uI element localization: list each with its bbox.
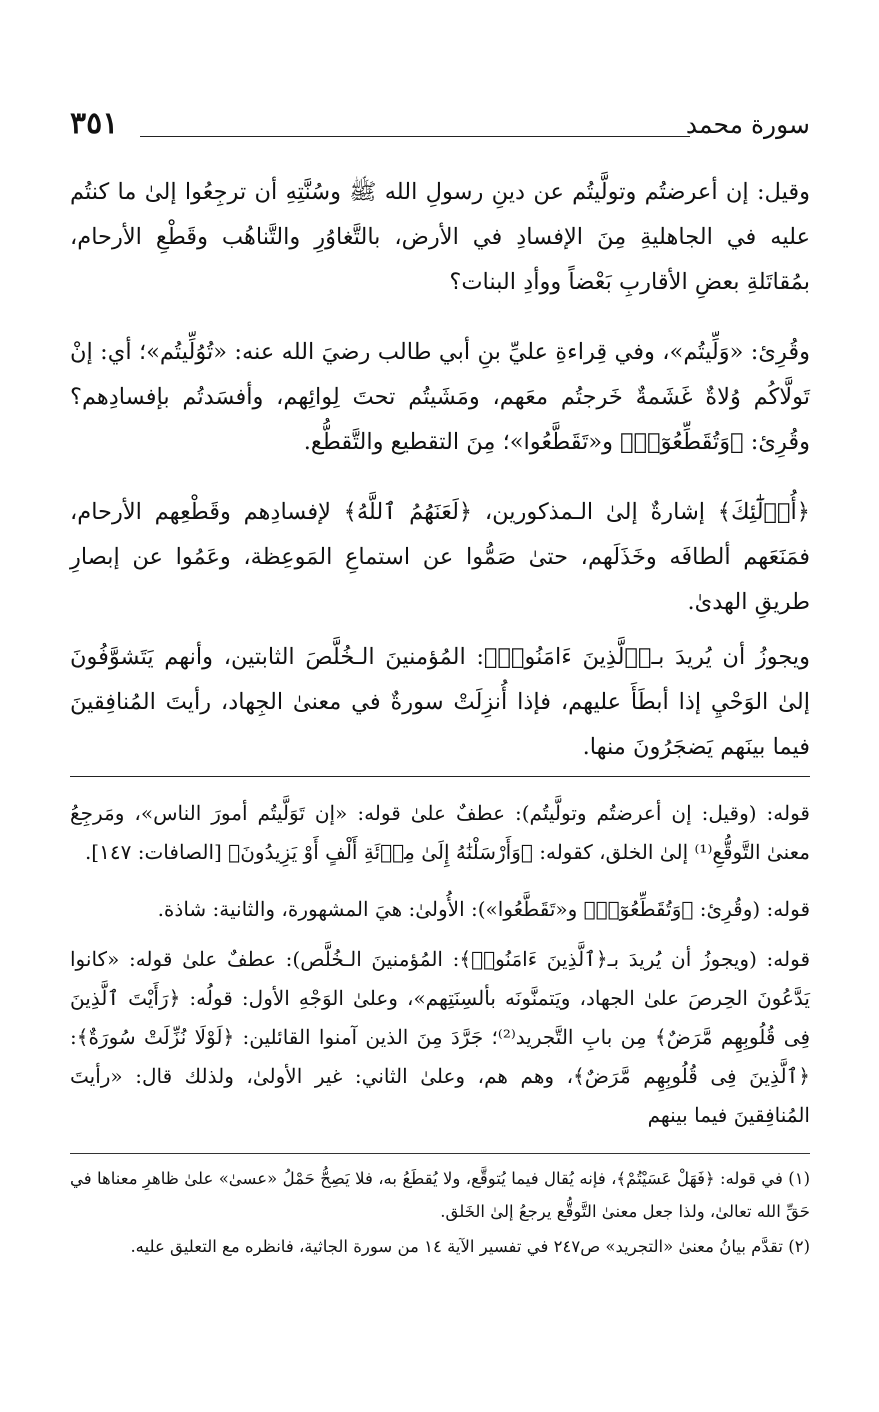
footnote-divider <box>70 1153 810 1154</box>
footnote-2: (٢) تقدَّم بيانُ معنىٰ «التجريد» ص٢٤٧ في تفسير الآية ١٤ من سورة الجاثية، فانظره مع التعليق عليه. <box>130 1237 810 1256</box>
main-paragraph-2: وقُرِئ: «وَلِّيتُم»، وفي قِراءةِ عليِّ بنِ أبي طالب رضيَ الله عنه: «تُوُلِّيتُم»؛ أي: إنْ تَولَّاكُم وُلاةٌ غَشَمةٌ خَرجتُم معَهم، ومَشَيتُم تحتَ لِوائِهم، وأفسَدتُم بإفسادِهم؟ وقُرِئ: ﴿وَتُقَطِّعُوٓا۟﴾ و«تَقَطَّعُوا»؛ مِنَ التقطيع والتَّقطُّع. <box>70 339 810 455</box>
page-number: ٣٥١ <box>70 106 119 141</box>
commentary-paragraph-3: قوله: (ويجوزُ أن يُريدَ بـ﴿ٱلَّذِينَ ءَامَنُوا۟﴾: المُؤمنينَ الـخُلَّص): عطفٌ علىٰ قوله: «كانوا يَدَّعُونَ الحِرصَ علىٰ الجهاد، ويَتمنَّونَه بألسِنَتِهم»، وعلىٰ الوَجْهِ الأول: قولُه: ﴿رَأَيْتَ ٱلَّذِينَ فِى قُلُوبِهِم مَّرَضٌ﴾ مِن بابِ التَّجريد⁽²⁾؛ جَرَّدَ مِنَ الذين آمنوا القائلين: ﴿لَوْلَا نُزِّلَتْ سُورَةٌ﴾: ﴿ٱلَّذِينَ فِى قُلُوبِهِم مَّرَضٌ﴾، وهم هم، وعلىٰ الثاني: غير الأولىٰ، ولذلك قال: «رأيتَ المُنافِقينَ فيما بينهم <box>70 947 811 1127</box>
running-title: سورة محمد <box>685 110 810 139</box>
footnote-1: (١) في قوله: ﴿فَهَلْ عَسَيْتُمْ﴾، فإنه يُقال فيما يُتوقَّع، ولا يُقطَعُ به، فلا يَصِحُّ حَمْلُ «عسىٰ» علىٰ ظاهرِ معناها في حَقِّ الله تعالىٰ، ولذا جعل معنىٰ التَّوقُّع يرجعُ إلىٰ الخَلق. <box>70 1169 810 1221</box>
main-paragraph-3: ﴿أُو۟لَٰٓئِكَ﴾ إشارةٌ إلىٰ الـمذكورين، ﴿لَعَنَهُمُ ٱللَّهُ﴾ لإفسادِهم وقَطْعِهم الأرحام، فمَنَعَهم ألطافَه وخَذَلَهم، حتىٰ صَمُّوا عن استماعِ المَوعِظة، وعَمُوا عن إبصارِ طريقِ الهدىٰ. <box>70 499 810 615</box>
main-paragraph-1: وقيل: إن أعرضتُم وتولَّيتُم عن دينِ رسولِ الله ﷺ وسُنَّتِهِ أن ترجِعُوا إلىٰ ما كنتُم عليه في الجاهليةِ مِنَ الإفسادِ في الأرض، بالتَّغاوُرِ والتَّناهُب وقَطْعِ الأرحام، بمُقاتَلةِ بعضِ الأقاربِ بَعْضاً ووأدِ البنات؟ <box>70 179 810 295</box>
main-paragraph-4: ويجوزُ أن يُريدَ بـ﴿ٱلَّذِينَ ءَامَنُوا۟﴾: المُؤمنينَ الـخُلَّصَ الثابتين، وأنهم يَتَشوَّفُونَ إلىٰ الوَحْيِ إذا أبطَأَ عليهم، فإذا أُنزِلَتْ سورةٌ في معنىٰ الجِهاد، رأيتَ المُنافِقينَ فيما بينَهم يَضجَرُونَ منها. <box>70 644 810 760</box>
page-header <box>70 108 810 148</box>
commentary-paragraph-1: قوله: (وقيل: إن أعرضتُم وتولَّيتُم): عطفٌ علىٰ قوله: «إن تَوَلَّيتُم أمورَ الناس»، ومَرجِعُ معنىٰ التَّوقُّعِ⁽¹⁾ إلىٰ الخلق، كقوله: ﴿وَأَرْسَلْنَٰهُ إِلَىٰ مِا۟ئَةِ أَلْفٍ أَوْ يَزِيدُونَ﴾ [الصافات: ١٤٧]. <box>70 801 810 864</box>
commentary-paragraph-2: قوله: (وقُرِئ: ﴿وَتُقَطِّعُوٓا۟﴾ و«تَقَطَّعُوا»): الأُولىٰ: هيَ المشهورة، والثانية: شاذة. <box>157 897 810 921</box>
header-rule <box>140 136 690 137</box>
commentary-divider <box>70 776 810 777</box>
